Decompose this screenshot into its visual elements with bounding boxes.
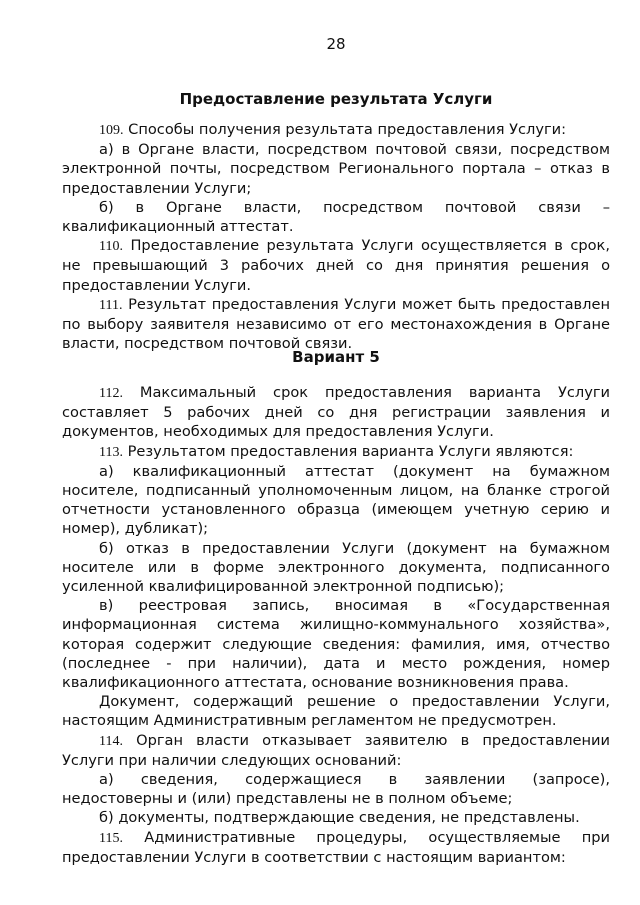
paragraph-114-b: б) документы, подтверждающие сведения, не представлены. xyxy=(99,809,580,827)
paragraph-number: 115. xyxy=(99,830,123,846)
paragraph-109-b: б) в Органе власти, посредством почтовой связи – квалификационный аттестат. xyxy=(62,198,610,236)
paragraph-113-a: а) квалификационный аттестат (документ на бумажном носителе, подписанный уполномоченным лицом, на бланке строгой отчетности установленного образца (имеющем учетную серию и номер), дубликат); xyxy=(62,462,610,538)
paragraph-113-b: б) отказ в предоставлении Услуги (документ на бумажном носителе или в форме электронного документа, подписанного усиленной квалифицированной электронной подписью); xyxy=(62,539,610,596)
paragraph-110: 110. Предоставление результата Услуги осуществляется в срок, не превышающий 3 рабочих дней со дня принятия решения о предоставлении Услуги. xyxy=(62,237,610,294)
paragraph-109-a: а) в Органе власти, посредством почтовой связи, посредством электронной почты, посредством Регионального портала – отказ в предоставлении Услуги; xyxy=(62,141,610,197)
paragraph-113-c: в) реестровая запись, вносимая в «Государственная информационная система жилищно-коммунального хозяйства», которая содержит следующие сведения: фамилия, имя, отчество (последнее - при наличии), дата и место рождения, номер квалификационного аттестата, основание возникновения права. xyxy=(62,597,610,692)
paragraph-109: 109. Способы получения результата предоставления Услуги: xyxy=(99,121,567,138)
paragraph-112: 112. Максимальный срок предоставления варианта Услуги составляет 5 рабочих дней со дня регистрации заявления и документов, необходимых для предоставления Услуги. xyxy=(62,384,610,441)
page-number: 28 xyxy=(326,35,346,53)
paragraph-113-note: Документ, содержащий решение о предоставлении Услуги, настоящим Административным регламентом не предусмотрен. xyxy=(62,693,610,730)
section-heading-variant-5: Вариант 5 xyxy=(292,348,380,366)
paragraph-115: 115. Административные процедуры, осуществляемые при предоставлении Услуги в соответствии с настоящим вариантом: xyxy=(62,828,610,866)
paragraph-number: 110. xyxy=(99,239,123,255)
paragraph-number: 114. xyxy=(99,733,123,749)
paragraph-111: 111. Результат предоставления Услуги может быть предоставлен по выбору заявителя независимо от его местонахождения в Органе власти, посредством почтовой связи. xyxy=(62,295,610,353)
section-result-body xyxy=(62,120,610,353)
paragraph-number: 112. xyxy=(99,386,123,401)
paragraph-number: 113. xyxy=(99,444,123,460)
paragraph-114-a: а) сведения, содержащиеся в заявлении (запросе), недостоверны и (или) представлены не в полном объеме; xyxy=(62,771,610,808)
paragraph-number: 109. xyxy=(99,123,124,138)
section-variant-5-body xyxy=(62,383,610,867)
section-heading-result: Предоставление результата Услуги xyxy=(179,90,493,108)
paragraph-number: 111. xyxy=(99,297,123,313)
paragraph-113: 113. Результатом предоставления варианта Услуги являются: xyxy=(99,442,574,460)
paragraph-114: 114. Орган власти отказывает заявителю в предоставлении Услуги при наличии следующих оснований: xyxy=(62,731,611,769)
